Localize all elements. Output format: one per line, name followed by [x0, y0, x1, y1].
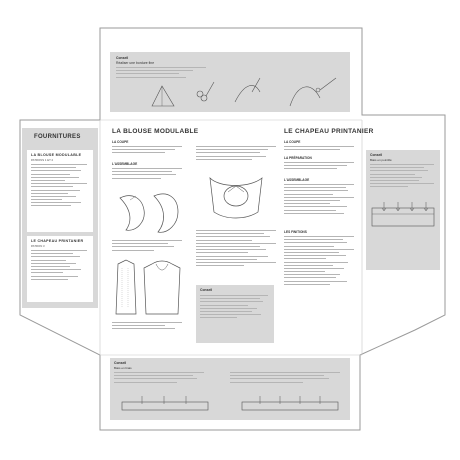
middle-column-steps — [196, 230, 276, 268]
chapeau-coupe-text — [284, 146, 354, 152]
middle-advice-panel — [196, 285, 274, 343]
fournitures-heading: FOURNITURES — [34, 134, 81, 140]
blouse-step-text — [112, 240, 182, 253]
bottom-advice-text-right — [230, 372, 340, 385]
blouse-card-title: LA BLOUSE MODULABLE — [31, 153, 82, 157]
fournitures-chapeau-card — [27, 236, 93, 302]
chapeau-section-assemblage: L'ASSEMBLAGE — [284, 178, 310, 182]
middle-advice-text — [200, 295, 268, 321]
right-advice-subtitle: Biais en pointillé — [370, 158, 392, 162]
middle-column-text — [196, 146, 276, 162]
chapeau-card-title: LE CHAPEAU PRINTANIER — [31, 239, 84, 243]
blouse-final-text — [112, 322, 182, 332]
right-advice-text — [370, 164, 434, 190]
binding-illustration — [140, 72, 350, 110]
bias-illustration-right — [240, 394, 340, 416]
chapeau-card-list — [31, 250, 87, 282]
chapeau-assemblage-text — [284, 184, 354, 216]
blouse-section-assemblage: L'ASSEMBLAGE — [112, 162, 138, 166]
chapeau-card-sizes: PATRON 3 — [31, 244, 45, 248]
top-advice-subtitle: Réaliser une bordure fine — [116, 61, 155, 65]
middle-advice-title: Conseil — [200, 288, 213, 292]
blouse-assemblage-text — [112, 168, 182, 181]
fournitures-blouse-card — [27, 150, 93, 232]
bottom-advice-panel — [110, 358, 350, 420]
blouse-card-sizes: PATRONS 1 ET 2 — [31, 158, 54, 162]
right-advice-panel — [366, 150, 440, 270]
blouse-section-coupe: LA COUPE — [112, 140, 129, 144]
chapeau-preparation-text — [284, 162, 354, 172]
bias-illustration-left — [120, 394, 210, 416]
collar-assembly-illustration — [200, 172, 272, 224]
blouse-heading: LA BLOUSE MODULABLE — [112, 128, 199, 135]
chapeau-heading: LE CHAPEAU PRINTANIER — [284, 128, 374, 135]
bottom-advice-title: Conseil — [114, 361, 127, 365]
collar-pieces-illustration — [112, 188, 192, 236]
pleat-illustration — [370, 200, 436, 234]
blouse-body-illustration — [112, 258, 192, 320]
fournitures-panel — [22, 128, 98, 308]
chapeau-finitions-text — [284, 236, 354, 287]
right-advice-title: Conseil — [370, 153, 383, 157]
top-advice-panel — [110, 52, 350, 112]
chapeau-section-coupe: LA COUPE — [284, 140, 301, 144]
blouse-card-list — [31, 164, 87, 209]
bottom-advice-subtitle: Biais en biais — [114, 366, 132, 370]
chapeau-section-finitions: LES FINITIONS — [284, 230, 307, 234]
blouse-coupe-text — [112, 146, 182, 156]
top-advice-title: Conseil — [116, 56, 129, 60]
chapeau-section-preparation: LA PRÉPARATION — [284, 156, 312, 160]
bottom-advice-text-left — [114, 372, 204, 385]
